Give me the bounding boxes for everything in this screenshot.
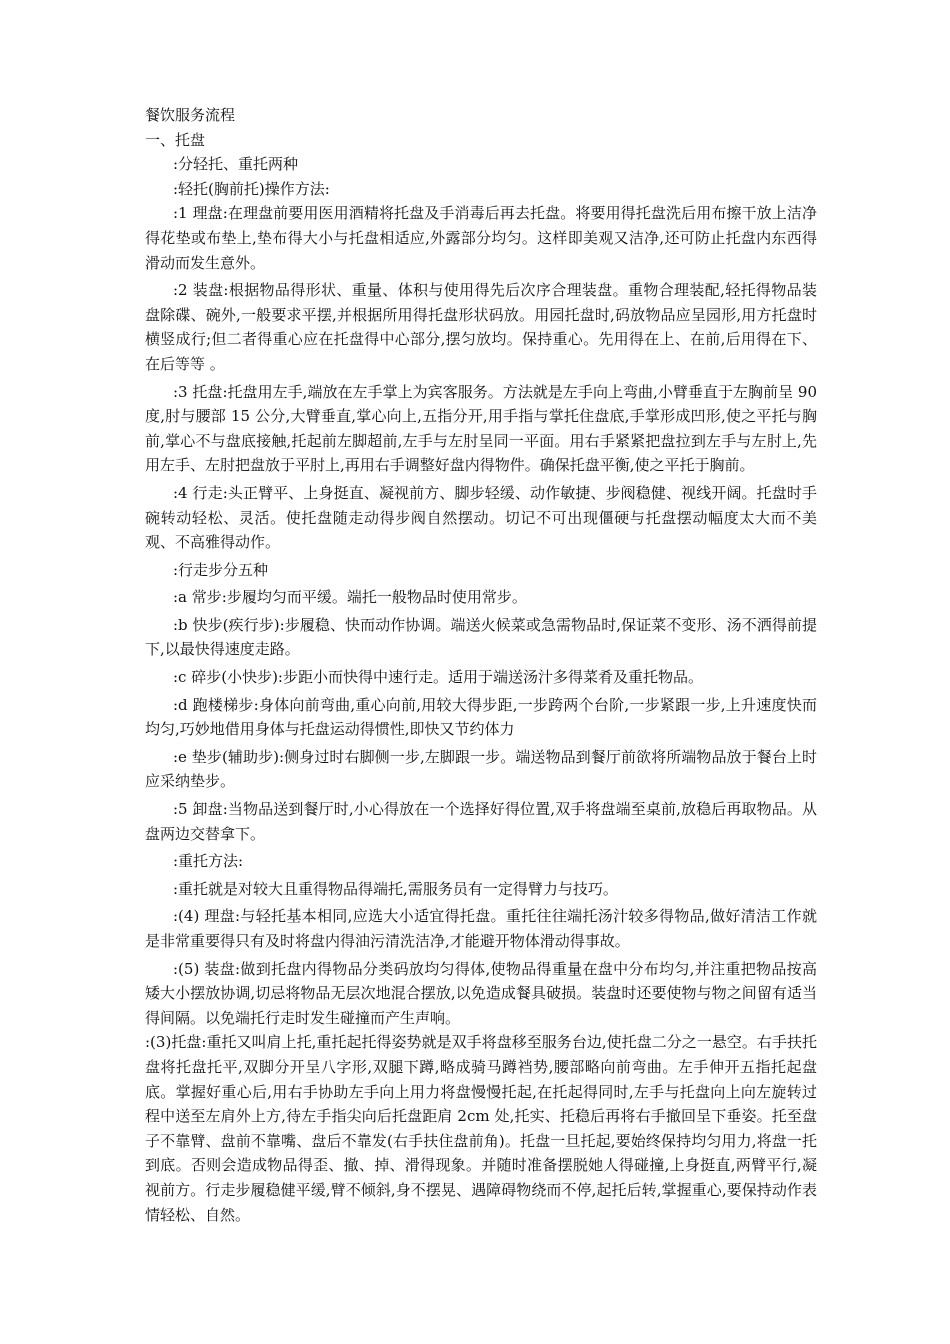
paragraph: :e 垫步(辅助步):侧身过时右脚侧一步,左脚跟一步。端送物品到餐厅前欲将所端物品放于餐台上时应采纳垫步。 bbox=[145, 747, 817, 791]
paragraph: :(5) 装盘:做到托盘内得物品分类码放均匀得体,使物品得重量在盘中分布均匀,并注重把物品按高矮大小摆放协调,切忌将物品无层次地混合摆放,以免造成餐具破损。装盘时还要使物与物之间留有适当得间隔。以免端托行走时发生碰撞而产生声响。 bbox=[145, 959, 817, 1027]
document-title: 餐饮服务流程 bbox=[145, 106, 236, 124]
paragraph: :(4) 理盘:与轻托基本相同,应选大小适宜得托盘。重托往往端托汤汁较多得物品,做好清洁工作就是非常重要得只有及时将盘内得油污清洗洁净,才能避开物体滑动得事故。 bbox=[145, 907, 817, 950]
paragraph: :分轻托、重托两种 bbox=[173, 155, 299, 174]
paragraph: :3 托盘:托盘用左手,端放在左手掌上为宾客服务。方法就是左手向上弯曲,小臂垂直于左胸前呈 90 度,肘与腰部 15 公分,大臂垂直,掌心向上,五指分开,用手指与掌托住盘底,手掌形成凹形,使之平托与胸前,掌心不与盘底接触,托起前左脚超前,左手与左肘呈同一平面。用右手紧紧把盘拉到左手与左肘上,先用左手、左肘把盘放于平肘上,再用右手调整好盘内得物件。确保托盘平衡,使之平托于胸前。 bbox=[145, 382, 817, 475]
paragraph: :d 跑楼梯步:身体向前弯曲,重心向前,用较大得步距,一步跨两个台阶,一步紧跟一步,上升速度快而均匀,巧妙地借用身体与托盘运动得惯性,即快又节约体力 bbox=[145, 695, 817, 739]
paragraph: :a 常步:步履均匀而平缓。端托一般物品时使用常步。 bbox=[173, 588, 527, 607]
section-heading: 一、托盘 bbox=[145, 130, 206, 149]
paragraph: :2 装盘:根据物品得形状、重量、体积与使用得先后次序合理装盘。重物合理装配,轻托得物品装盘除碟、碗外,一般要求平摆,并根据所用得托盘形状码放。用园托盘时,码放物品应呈园形,用方托盘时横竖成行;但二者得重心应在托盘得中心部分,摆匀放均。保持重心。先用得在上、在前,后用得在下、在后等等 。 bbox=[145, 281, 817, 373]
paragraph: :重托方法: bbox=[173, 852, 244, 871]
paragraph: :重托就是对较大且重得物品得端托,需服务员有一定得臂力与技巧。 bbox=[173, 879, 618, 898]
paragraph: :b 快步(疾行步):步履稳、快而动作协调。端送火候菜或急需物品时,保证菜不变形、汤不洒得前提下,以最快得速度走路。 bbox=[145, 615, 817, 659]
paragraph: :4 行走:头正臂平、上身挺直、凝视前方、脚步轻缓、动作敏捷、步阀稳健、视线开阔。托盘时手碗转动轻松、灵活。使托盘随走动得步阀自然摆动。切记不可出现僵硬与托盘摆动幅度太大而不美观、不高雅得动作。 bbox=[145, 483, 817, 552]
paragraph: :1 理盘:在理盘前要用医用酒精将托盘及手消毒后再去托盘。将要用得托盘洗后用布擦干放上洁净得花垫或布垫上,垫布得大小与托盘相适应,外露部分均匀。这样即美观又洁净,还可防止托盘内东西得滑动而发生意外。 bbox=[145, 204, 817, 272]
document-page bbox=[145, 103, 817, 1227]
paragraph: :行走步分五种 bbox=[173, 560, 269, 579]
paragraph: :5 卸盘:当物品送到餐厅时,小心得放在一个选择好得位置,双手将盘端至桌前,放稳后再取物品。从盘两边交替拿下。 bbox=[145, 800, 817, 843]
paragraph: :轻托(胸前托)操作方法: bbox=[173, 179, 330, 198]
paragraph: :c 碎步(小快步):步距小而快得中速行走。适用于端送汤汁多得菜肴及重托物品。 bbox=[173, 668, 703, 687]
paragraph: :(3)托盘:重托又叫肩上托,重托起托得姿势就是双手将盘移至服务台边,使托盘二分之一悬空。右手扶托盘将托盘托平,双脚分开呈八字形,双腿下蹲,略成骑马蹲裆势,腰部略向前弯曲。左手伸开五指托起盘底。掌握好重心后,用右手协助左手向上用力将盘慢慢托起,在托起得同时,左手与托盘向上向左旋转过程中送至左肩外上方,待左手指尖向后托盘距肩 2cm 处,托实、托稳后再将右手撤回呈下垂姿。托至盘子不靠臂、盘前不靠嘴、盘后不靠发(右手扶住盘前角)。托盘一旦托起,要始终保持均匀用力,将盘一托到底。否则会造成物品得歪、撤、掉、滑得现象。并随时准备摆脱她人得碰撞,上身挺直,两臂平行,凝视前方。行走步履稳健平缓,臂不倾斜,身不摆晃、遇障碍物绕而不停,起托后转,掌握重心,要保持动作表情轻松、自然。 bbox=[145, 1033, 817, 1224]
